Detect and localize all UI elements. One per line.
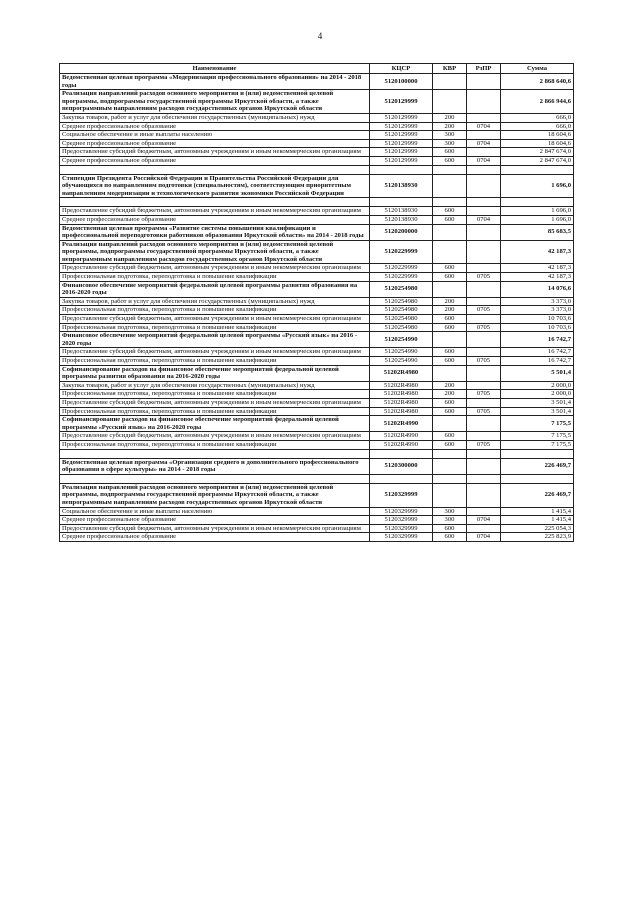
row-kvr-cell: 300 (433, 516, 467, 525)
table-row (60, 315, 574, 324)
row-name-cell: Среднее профессиональное образование (60, 156, 370, 165)
spacer-cell (501, 474, 574, 483)
table-row (60, 148, 574, 157)
row-rzpr-cell: 0705 (467, 273, 501, 282)
row-name-cell: Софинансирование расходов на финансовое обеспечение мероприятий федеральной целевой программы «Русский язык» на 2016-2020 годы (60, 416, 370, 432)
row-name-cell: Предоставление субсидий бюджетным, автономным учреждениям и иным некоммерческим организациям (60, 398, 370, 407)
row-rzpr-cell (467, 365, 501, 381)
row-rzpr-cell: 0705 (467, 407, 501, 416)
table-row (60, 281, 574, 297)
row-rzpr-cell (467, 348, 501, 357)
row-rzpr-cell: 0705 (467, 440, 501, 449)
row-name-cell: Профессиональная подготовка, переподготовка и повышение квалификации (60, 407, 370, 416)
table-row (60, 449, 574, 458)
row-code-cell: 5120300000 (370, 458, 433, 474)
row-kvr-cell: 600 (433, 264, 467, 273)
table-row (60, 407, 574, 416)
row-code-cell: 51202R4980 (370, 365, 433, 381)
row-code-cell: 5120254990 (370, 348, 433, 357)
row-rzpr-cell: 0705 (467, 357, 501, 366)
row-sum-cell: 2 000,0 (501, 381, 574, 390)
table-row (60, 440, 574, 449)
row-code-cell: 5120129999 (370, 148, 433, 157)
spacer-cell (60, 474, 370, 483)
row-sum-cell: 10 703,6 (501, 323, 574, 332)
row-code-cell: 5120329999 (370, 483, 433, 507)
row-kvr-cell: 600 (433, 357, 467, 366)
row-sum-cell: 85 683,5 (501, 224, 574, 240)
row-rzpr-cell (467, 224, 501, 240)
spacer-cell (370, 474, 433, 483)
row-sum-cell: 1 696,0 (501, 215, 574, 224)
row-sum-cell: 2 000,0 (501, 390, 574, 399)
spacer-cell (467, 198, 501, 207)
table-row (60, 323, 574, 332)
row-code-cell: 5120254980 (370, 297, 433, 306)
row-code-cell: 5120254980 (370, 281, 433, 297)
row-code-cell: 5120329999 (370, 524, 433, 533)
table-row (60, 474, 574, 483)
row-sum-cell: 1 696,0 (501, 174, 574, 198)
header-rzpr: РзПР (467, 64, 501, 74)
row-kvr-cell: 300 (433, 139, 467, 148)
row-kvr-cell: 600 (433, 398, 467, 407)
row-rzpr-cell (467, 240, 501, 264)
row-name-cell: Финансовое обеспечение мероприятий федеральной целевой программы развития образования на 2016-2020 годы (60, 281, 370, 297)
table-row (60, 432, 574, 441)
header-name: Наименование (60, 64, 370, 74)
row-kvr-cell: 600 (433, 215, 467, 224)
row-sum-cell: 14 076,6 (501, 281, 574, 297)
row-name-cell: Социальное обеспечение и иные выплаты населению (60, 131, 370, 140)
table-row (60, 365, 574, 381)
row-sum-cell: 1 696,0 (501, 207, 574, 216)
row-sum-cell: 225 054,3 (501, 524, 574, 533)
table-row (60, 165, 574, 174)
table-row (60, 357, 574, 366)
row-kvr-cell (433, 90, 467, 114)
row-sum-cell: 666,0 (501, 122, 574, 131)
row-kvr-cell (433, 174, 467, 198)
page-number: 4 (317, 31, 323, 41)
table-row (60, 398, 574, 407)
row-code-cell: 5120138930 (370, 215, 433, 224)
spacer-cell (370, 198, 433, 207)
row-name-cell: Профессиональная подготовка, переподготовка и повышение квалификации (60, 440, 370, 449)
row-name-cell: Среднее профессиональное образование (60, 215, 370, 224)
row-code-cell: 5120200000 (370, 224, 433, 240)
row-rzpr-cell (467, 315, 501, 324)
row-sum-cell: 1 415,4 (501, 516, 574, 525)
table-row (60, 306, 574, 315)
row-code-cell: 5120229999 (370, 240, 433, 264)
spacer-cell (467, 165, 501, 174)
row-rzpr-cell: 0704 (467, 122, 501, 131)
row-code-cell: 5120129999 (370, 131, 433, 140)
spacer-cell (433, 449, 467, 458)
row-sum-cell: 3 373,0 (501, 306, 574, 315)
spacer-cell (370, 165, 433, 174)
row-kvr-cell: 200 (433, 306, 467, 315)
budget-table (59, 63, 574, 542)
row-sum-cell: 16 742,7 (501, 348, 574, 357)
row-kvr-cell (433, 416, 467, 432)
table-row (60, 131, 574, 140)
row-rzpr-cell (467, 507, 501, 516)
spacer-cell (60, 198, 370, 207)
row-code-cell: 5120254980 (370, 323, 433, 332)
row-rzpr-cell (467, 74, 501, 90)
row-kvr-cell: 600 (433, 432, 467, 441)
row-kvr-cell (433, 224, 467, 240)
row-name-cell: Предоставление субсидий бюджетным, автономным учреждениям и иным некоммерческим организациям (60, 348, 370, 357)
row-name-cell: Среднее профессиональное образование (60, 139, 370, 148)
row-code-cell: 5120329999 (370, 533, 433, 542)
row-name-cell: Профессиональная подготовка, переподготовка и повышение квалификации (60, 306, 370, 315)
row-kvr-cell: 600 (433, 148, 467, 157)
row-code-cell: 5120100000 (370, 74, 433, 90)
table-row (60, 381, 574, 390)
row-rzpr-cell (467, 332, 501, 348)
row-name-cell: Софинансирование расходов на финансовое обеспечение мероприятий федеральной целевой программы развития образования на 2016-2020 годы (60, 365, 370, 381)
header-code: КЦСР (370, 64, 433, 74)
row-kvr-cell: 600 (433, 407, 467, 416)
row-code-cell: 5120129999 (370, 90, 433, 114)
row-kvr-cell: 300 (433, 507, 467, 516)
row-name-cell: Среднее профессиональное образование (60, 122, 370, 131)
table-row (60, 524, 574, 533)
table-row (60, 390, 574, 399)
row-code-cell: 5120254990 (370, 332, 433, 348)
row-rzpr-cell (467, 458, 501, 474)
row-kvr-cell (433, 483, 467, 507)
row-name-cell: Закупка товаров, работ и услуг для обеспечения государственных (муниципальных) нужд (60, 297, 370, 306)
row-sum-cell: 18 604,6 (501, 131, 574, 140)
row-sum-cell: 42 187,3 (501, 273, 574, 282)
row-name-cell: Среднее профессиональное образование (60, 516, 370, 525)
table-row (60, 264, 574, 273)
row-code-cell: 5120129999 (370, 122, 433, 131)
row-name-cell: Стипендии Президента Российской Федерации и Правительства Российской Федерации для обучающихся по направлениям подготовки (специальностям), соответствующим приоритетным направлениям модернизации и технологического развития экономики Российской Федерации (60, 174, 370, 198)
row-sum-cell: 7 175,5 (501, 416, 574, 432)
spacer-cell (501, 165, 574, 174)
row-sum-cell: 16 742,7 (501, 357, 574, 366)
spacer-cell (433, 474, 467, 483)
row-sum-cell: 3 501,4 (501, 407, 574, 416)
row-kvr-cell: 200 (433, 122, 467, 131)
table-row (60, 483, 574, 507)
row-code-cell: 5120329999 (370, 507, 433, 516)
table-row (60, 273, 574, 282)
row-rzpr-cell: 0705 (467, 306, 501, 315)
table-body (60, 74, 574, 542)
row-kvr-cell: 600 (433, 207, 467, 216)
row-name-cell: Предоставление субсидий бюджетным, автономным учреждениям и иным некоммерческим организациям (60, 524, 370, 533)
row-sum-cell: 16 742,7 (501, 332, 574, 348)
header-kvr: КВР (433, 64, 467, 74)
row-name-cell: Предоставление субсидий бюджетным, автономным учреждениям и иным некоммерческим организациям (60, 207, 370, 216)
row-rzpr-cell (467, 281, 501, 297)
spacer-cell (467, 474, 501, 483)
row-rzpr-cell: 0704 (467, 139, 501, 148)
row-rzpr-cell (467, 207, 501, 216)
row-name-cell: Финансовое обеспечение мероприятий федеральной целевой программы «Русский язык» на 2016 - 2020 годы (60, 332, 370, 348)
row-rzpr-cell: 0704 (467, 215, 501, 224)
row-code-cell: 51202R4980 (370, 390, 433, 399)
row-code-cell: 51202R4990 (370, 440, 433, 449)
row-sum-cell: 2 868 640,6 (501, 74, 574, 90)
row-sum-cell: 42 187,3 (501, 264, 574, 273)
spacer-cell (433, 198, 467, 207)
row-rzpr-cell (467, 398, 501, 407)
table-row (60, 113, 574, 122)
table-row (60, 74, 574, 90)
row-kvr-cell: 600 (433, 533, 467, 542)
header-sum: Сумма (501, 64, 574, 74)
row-name-cell: Профессиональная подготовка, переподготовка и повышение квалификации (60, 273, 370, 282)
row-code-cell: 5120138930 (370, 207, 433, 216)
row-sum-cell: 2 847 674,0 (501, 148, 574, 157)
row-kvr-cell: 200 (433, 390, 467, 399)
table-row (60, 458, 574, 474)
row-kvr-cell: 300 (433, 131, 467, 140)
spacer-cell (60, 449, 370, 458)
row-code-cell: 5120254990 (370, 357, 433, 366)
table-row (60, 332, 574, 348)
table-row (60, 139, 574, 148)
row-kvr-cell (433, 458, 467, 474)
row-sum-cell: 1 415,4 (501, 507, 574, 516)
row-code-cell: 51202R4980 (370, 407, 433, 416)
row-code-cell: 5120254980 (370, 315, 433, 324)
row-rzpr-cell (467, 297, 501, 306)
table-row (60, 174, 574, 198)
row-name-cell: Предоставление субсидий бюджетным, автономным учреждениям и иным некоммерческим организациям (60, 148, 370, 157)
table-row (60, 198, 574, 207)
table-row (60, 156, 574, 165)
row-rzpr-cell (467, 264, 501, 273)
spacer-cell (467, 449, 501, 458)
row-rzpr-cell (467, 524, 501, 533)
row-name-cell: Профессиональная подготовка, переподготовка и повышение квалификации (60, 323, 370, 332)
row-code-cell: 5120229999 (370, 264, 433, 273)
row-name-cell: Профессиональная подготовка, переподготовка и повышение квалификации (60, 390, 370, 399)
row-name-cell: Среднее профессиональное образование (60, 533, 370, 542)
row-kvr-cell (433, 332, 467, 348)
spacer-cell (433, 165, 467, 174)
spacer-cell (370, 449, 433, 458)
row-rzpr-cell: 0705 (467, 323, 501, 332)
row-code-cell: 5120129999 (370, 113, 433, 122)
table-row (60, 533, 574, 542)
row-sum-cell: 42 187,3 (501, 240, 574, 264)
row-rzpr-cell (467, 483, 501, 507)
row-kvr-cell: 200 (433, 381, 467, 390)
row-rzpr-cell (467, 148, 501, 157)
row-name-cell: Реализация направлений расходов основного мероприятия и (или) ведомственной целевой программы, подпрограммы государственной программы Иркутской области, а также непрограммным направлениям расходов государственных органов Иркутской области (60, 90, 370, 114)
row-code-cell: 5120254980 (370, 306, 433, 315)
row-rzpr-cell (467, 381, 501, 390)
table-row (60, 516, 574, 525)
row-kvr-cell (433, 365, 467, 381)
row-code-cell: 5120129999 (370, 156, 433, 165)
table-row (60, 207, 574, 216)
row-name-cell: Предоставление субсидий бюджетным, автономным учреждениям и иным некоммерческим организациям (60, 315, 370, 324)
spacer-cell (501, 198, 574, 207)
row-sum-cell: 226 469,7 (501, 458, 574, 474)
row-rzpr-cell (467, 131, 501, 140)
table-row (60, 416, 574, 432)
row-sum-cell: 10 703,6 (501, 315, 574, 324)
table-row (60, 224, 574, 240)
row-code-cell: 51202R4980 (370, 398, 433, 407)
row-rzpr-cell: 0704 (467, 516, 501, 525)
row-name-cell: Ведомственная целевая программа «Модернизация профессионального образования» на 2014 - 2018 годы (60, 74, 370, 90)
row-rzpr-cell (467, 416, 501, 432)
table-row (60, 215, 574, 224)
row-kvr-cell (433, 281, 467, 297)
row-name-cell: Ведомственная целевая программа «Развитие системы повышения квалификации и профессиональной переподготовки работников образования Иркутской области» на 2014 - 2018 годы (60, 224, 370, 240)
row-name-cell: Предоставление субсидий бюджетным, автономным учреждениям и иным некоммерческим организациям (60, 432, 370, 441)
row-rzpr-cell: 0705 (467, 390, 501, 399)
row-sum-cell: 226 469,7 (501, 483, 574, 507)
row-code-cell: 5120229999 (370, 273, 433, 282)
row-name-cell: Профессиональная подготовка, переподготовка и повышение квалификации (60, 357, 370, 366)
row-kvr-cell: 600 (433, 315, 467, 324)
table-row (60, 507, 574, 516)
row-name-cell: Реализация направлений расходов основного мероприятия и (или) ведомственной целевой программы, подпрограммы государственной программы Иркутской области, а также непрограммным направлениям расходов государственных органов Иркутской области (60, 240, 370, 264)
row-kvr-cell (433, 240, 467, 264)
row-rzpr-cell: 0704 (467, 156, 501, 165)
row-rzpr-cell (467, 432, 501, 441)
row-name-cell: Реализация направлений расходов основного мероприятия и (или) ведомственной целевой программы, подпрограммы государственной программы Иркутской области, а также непрограммным направлениям расходов государственных органов Иркутской области (60, 483, 370, 507)
row-sum-cell: 5 501,4 (501, 365, 574, 381)
row-kvr-cell: 600 (433, 440, 467, 449)
row-kvr-cell (433, 74, 467, 90)
table-row (60, 240, 574, 264)
row-name-cell: Закупка товаров, работ и услуг для обеспечения государственных (муниципальных) нужд (60, 381, 370, 390)
table-row (60, 90, 574, 114)
table-header (60, 64, 574, 74)
table-row (60, 348, 574, 357)
row-kvr-cell: 600 (433, 348, 467, 357)
row-code-cell: 5120129999 (370, 139, 433, 148)
row-name-cell: Социальное обеспечение и иные выплаты населению (60, 507, 370, 516)
row-kvr-cell: 600 (433, 524, 467, 533)
row-name-cell: Закупка товаров, работ и услуг для обеспечения государственных (муниципальных) нужд (60, 113, 370, 122)
row-kvr-cell: 200 (433, 113, 467, 122)
row-name-cell: Ведомственная целевая программа «Организация среднего и дополнительного профессионального образования в сфере культуры» на 2014 - 2018 годы (60, 458, 370, 474)
row-code-cell: 5120138930 (370, 174, 433, 198)
table-row (60, 122, 574, 131)
table-row (60, 297, 574, 306)
row-kvr-cell: 600 (433, 273, 467, 282)
row-rzpr-cell (467, 90, 501, 114)
row-kvr-cell: 600 (433, 323, 467, 332)
row-sum-cell: 18 604,6 (501, 139, 574, 148)
row-rzpr-cell (467, 174, 501, 198)
row-code-cell: 51202R4980 (370, 381, 433, 390)
row-sum-cell: 3 501,4 (501, 398, 574, 407)
row-sum-cell: 7 175,5 (501, 440, 574, 449)
row-sum-cell: 225 823,9 (501, 533, 574, 542)
row-sum-cell: 666,0 (501, 113, 574, 122)
spacer-cell (501, 449, 574, 458)
row-code-cell: 51202R4990 (370, 432, 433, 441)
row-kvr-cell: 600 (433, 156, 467, 165)
row-code-cell: 51202R4990 (370, 416, 433, 432)
row-sum-cell: 2 866 944,6 (501, 90, 574, 114)
row-sum-cell: 3 373,0 (501, 297, 574, 306)
spacer-cell (60, 165, 370, 174)
row-sum-cell: 2 847 674,0 (501, 156, 574, 165)
row-kvr-cell: 200 (433, 297, 467, 306)
row-rzpr-cell: 0704 (467, 533, 501, 542)
row-rzpr-cell (467, 113, 501, 122)
row-sum-cell: 7 175,5 (501, 432, 574, 441)
row-name-cell: Предоставление субсидий бюджетным, автономным учреждениям и иным некоммерческим организациям (60, 264, 370, 273)
row-code-cell: 5120329999 (370, 516, 433, 525)
